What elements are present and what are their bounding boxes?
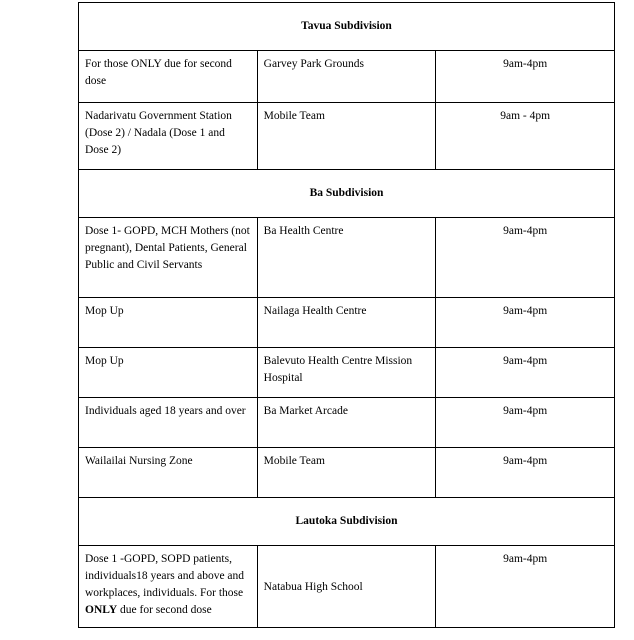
section-header-row [79,498,615,546]
location-cell: Nailaga Health Centre [257,298,436,348]
table-row [79,298,615,348]
location-cell: Mobile Team [257,448,436,498]
table-row [79,51,615,103]
table-row [79,103,615,170]
eligibility-cell: Individuals aged 18 years and over [79,398,258,448]
schedule-table-container [78,2,615,628]
location-cell: Ba Market Arcade [257,398,436,448]
eligibility-cell: For those ONLY due for second dose [79,51,258,103]
time-cell: 9am - 4pm [436,103,615,170]
time-cell: 9am-4pm [436,546,615,628]
eligibility-cell: Wailailai Nursing Zone [79,448,258,498]
eligibility-cell: Mop Up [79,348,258,398]
time-cell: 9am-4pm [436,398,615,448]
eligibility-text: Dose 1 -GOPD, SOPD patients, individuals18 years and above and workplaces, individuals. For those [85,553,245,599]
table-row [79,546,615,628]
eligibility-cell: Nadarivatu Government Station (Dose 2) / Nadala (Dose 1 and Dose 2) [79,103,258,170]
section-header-row [79,3,615,51]
time-cell: 9am-4pm [436,448,615,498]
section-title: Tavua Subdivision [79,3,615,51]
location-cell: Mobile Team [257,103,436,170]
table-row [79,398,615,448]
location-cell: Balevuto Health Centre Mission Hospital [257,348,436,398]
section-header-row [79,170,615,218]
time-cell: 9am-4pm [436,348,615,398]
table-row [79,448,615,498]
vaccination-schedule-table [78,2,615,628]
eligibility-cell [79,546,258,628]
eligibility-text-continued: due for second dose [120,604,212,616]
table-row [79,218,615,298]
table-row [79,348,615,398]
time-cell: 9am-4pm [436,218,615,298]
time-cell: 9am-4pm [436,51,615,103]
location-cell: Ba Health Centre [257,218,436,298]
time-cell: 9am-4pm [436,298,615,348]
eligibility-cell: Mop Up [79,298,258,348]
location-cell: Natabua High School [257,546,436,628]
location-cell: Garvey Park Grounds [257,51,436,103]
eligibility-cell: Dose 1- GOPD, MCH Mothers (not pregnant), Dental Patients, General Public and Civil Servants [79,218,258,298]
emphasis-text: ONLY [85,604,118,616]
section-title: Ba Subdivision [79,170,615,218]
section-title: Lautoka Subdivision [79,498,615,546]
